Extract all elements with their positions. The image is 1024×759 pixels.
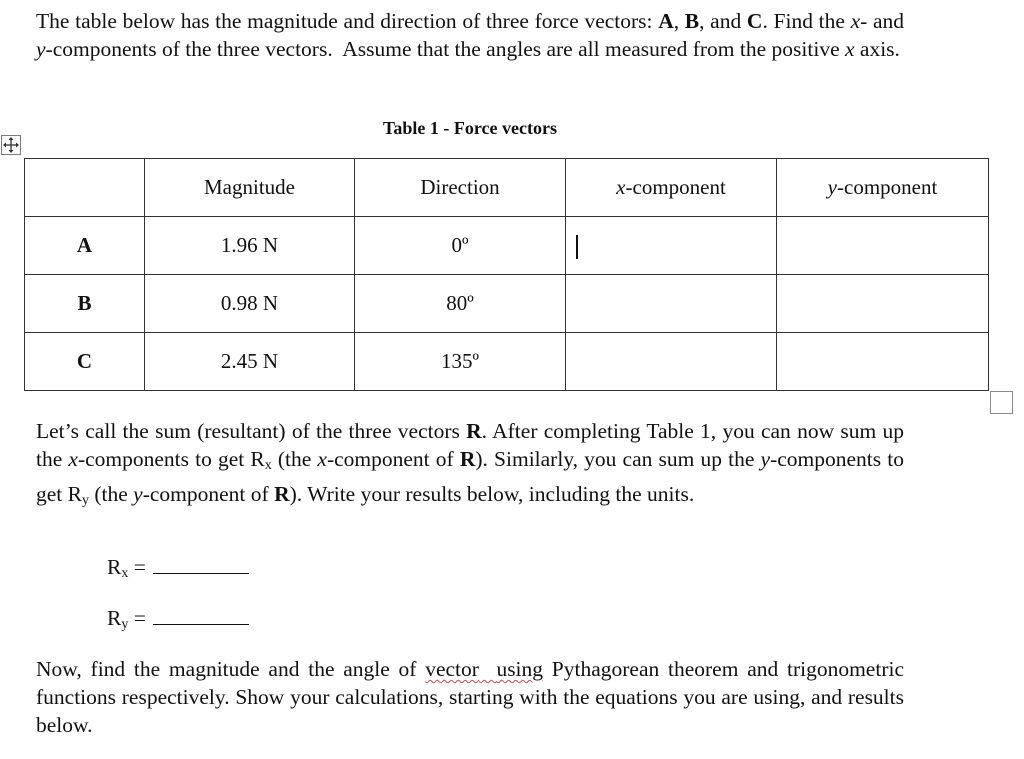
- cell-x-component-c[interactable]: [566, 333, 777, 391]
- row-label-b[interactable]: B: [25, 275, 145, 333]
- ry-answer-line: $R_y$ =: [107, 604, 249, 639]
- ry-answer-blank[interactable]: [153, 604, 249, 625]
- rx-answer-line: $R_x$ =: [107, 553, 249, 588]
- table-row: [25, 275, 989, 333]
- table-caption: Table 1 - Force vectors: [383, 118, 557, 138]
- header-cell-empty[interactable]: [25, 159, 145, 217]
- cell-x-component-a[interactable]: [566, 217, 777, 275]
- final-paragraph: Now, find the magnitude and the angle of vector using Pythagorean theorem and trigonometric functions respectively. Show your calculations, starting with the equations you are using, and results below.: [36, 657, 905, 737]
- cell-y-component-b[interactable]: [777, 275, 989, 333]
- row-label-a[interactable]: A: [25, 217, 145, 275]
- cell-x-component-b[interactable]: [566, 275, 777, 333]
- cell-y-component-a[interactable]: [777, 217, 989, 275]
- table-move-handle[interactable]: [1, 135, 21, 155]
- header-magnitude[interactable]: Magnitude: [145, 159, 355, 217]
- cell-direction-a[interactable]: 0º: [355, 217, 566, 275]
- force-vectors-table: [24, 158, 989, 391]
- move-arrows-icon: [2, 136, 20, 154]
- cell-direction-b[interactable]: 80º: [355, 275, 566, 333]
- cell-direction-c[interactable]: 135º: [355, 333, 566, 391]
- table-row: [25, 217, 989, 275]
- header-direction[interactable]: Direction: [355, 159, 566, 217]
- text-cursor: [576, 235, 578, 259]
- spellcheck-word-vector[interactable]: vector: [425, 657, 479, 681]
- row-label-c[interactable]: C: [25, 333, 145, 391]
- cell-magnitude-b[interactable]: 0.98 N: [145, 275, 355, 333]
- intro-paragraph: The table below has the magnitude and direction of three force vectors: A, B, and C. Find the x- and y-components of the three vectors. Assume that the angles are all measured from the positive x axis.: [36, 9, 905, 61]
- cell-y-component-c[interactable]: [777, 333, 989, 391]
- resultant-paragraph: Let’s call the sum (resultant) of the three vectors R. After completing Table 1, you can now sum up the x-components to get $R_x$ (the x-component of R). Similarly, you can sum up the y-components to get $R_y$ (the y-component of R). Write your results below, including the units.: [36, 419, 904, 508]
- spellcheck-word-using[interactable]: using: [496, 657, 544, 681]
- table-header-row: [25, 159, 989, 217]
- table-resize-handle[interactable]: [990, 391, 1013, 414]
- header-y-component[interactable]: y-component: [777, 159, 989, 217]
- cell-magnitude-a[interactable]: 1.96 N: [145, 217, 355, 275]
- cell-magnitude-c[interactable]: 2.45 N: [145, 333, 355, 391]
- header-x-component[interactable]: x-component: [566, 159, 777, 217]
- table-row: [25, 333, 989, 391]
- rx-answer-blank[interactable]: [153, 553, 249, 574]
